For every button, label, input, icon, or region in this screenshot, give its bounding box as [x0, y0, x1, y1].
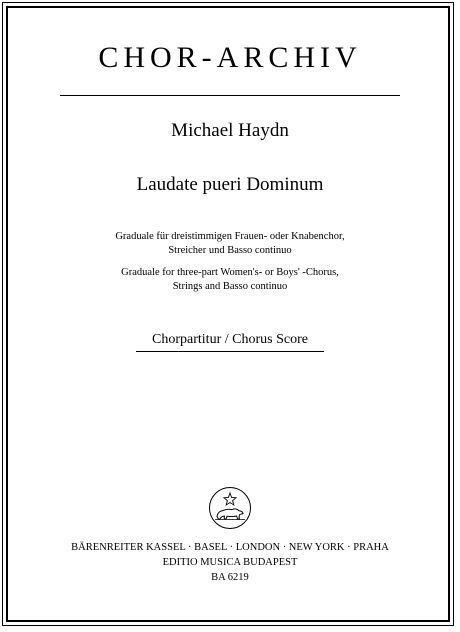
- score-type: Chorpartitur / Chorus Score: [152, 332, 308, 347]
- catalog-number: BA 6219: [211, 572, 249, 583]
- publisher-line-2: EDITIO MUSICA BUDAPEST: [162, 557, 298, 568]
- composer-name: Michael Haydn: [171, 120, 289, 141]
- description-en-line-2: Strings and Basso continuo: [172, 281, 288, 292]
- series-title: CHOR-ARCHIV: [98, 41, 362, 74]
- description-de-line-1: Graduale für dreistimmigen Frauen- oder Knabenchor,: [115, 231, 345, 242]
- description-de-line-2: Streicher und Basso continuo: [168, 245, 292, 256]
- description-en-line-1: Graduale for three-part Women's- or Boys' -Chorus,: [121, 267, 339, 278]
- work-title: Laudate pueri Dominum: [136, 174, 324, 195]
- publisher-line-1: BÄRENREITER KASSEL · BASEL · LONDON · NEW YORK · PRAHA: [71, 542, 389, 553]
- score-type-rule: [136, 351, 324, 352]
- series-rule: [60, 95, 400, 96]
- baerenreiter-bear-logo-icon: [208, 486, 252, 530]
